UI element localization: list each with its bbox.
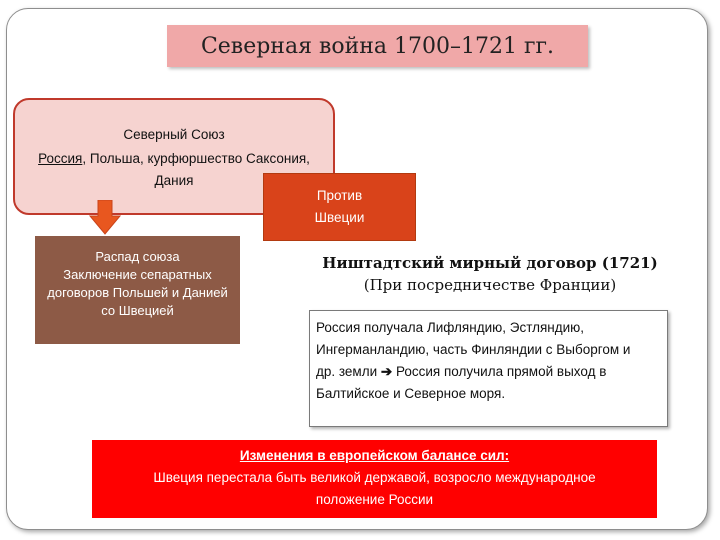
against-sweden-box: [263, 173, 416, 241]
collapse-line2: Заключение сепаратных: [63, 267, 212, 282]
against-line2: Швеции: [314, 210, 365, 225]
collapse-line1: Распад союза: [95, 249, 180, 264]
slide-title: [167, 25, 588, 67]
treaty-heading: [300, 252, 680, 296]
balance-changes-box: [92, 440, 657, 518]
changes-heading: Изменения в европейском балансе сил:: [239, 448, 510, 463]
treaty-subtitle: (При посредничестве Франции): [363, 276, 617, 294]
terms-line3a: др. земли: [316, 364, 381, 379]
terms-line3: [316, 361, 661, 383]
slide-title-text: Северная война 1700–1721 гг.: [200, 33, 555, 59]
against-line1: Против: [316, 188, 363, 203]
terms-line3b: Россия получила прямой выход в: [392, 364, 607, 379]
treaty-title: Ништадтский мирный договор (1721): [322, 254, 658, 272]
right-arrow-icon: ➔: [380, 364, 393, 379]
changes-line1: Швеция перестала быть великой державой, возросло международное: [153, 470, 596, 485]
northern-union-title: Северный Союз: [123, 127, 225, 142]
terms-line4: Балтийское и Северное моря.: [316, 386, 506, 401]
treaty-terms-box: [309, 310, 668, 427]
collapse-line4: со Швецией: [101, 303, 174, 318]
union-collapse-box: [35, 236, 240, 344]
down-arrow-icon: [88, 200, 122, 236]
members-rest: , Польша, курфюршество Саксония,: [82, 151, 310, 166]
terms-line1: Россия получала Лифляндию, Эстляндию,: [316, 320, 585, 335]
terms-line2: Ингерманландию, часть Финляндии с Выборгом и: [316, 342, 631, 357]
changes-line2: положение России: [315, 492, 434, 507]
member-russia: Россия: [38, 151, 83, 166]
members-line2: Дания: [154, 173, 194, 188]
collapse-line3: договоров Польшей и Данией: [47, 285, 228, 300]
